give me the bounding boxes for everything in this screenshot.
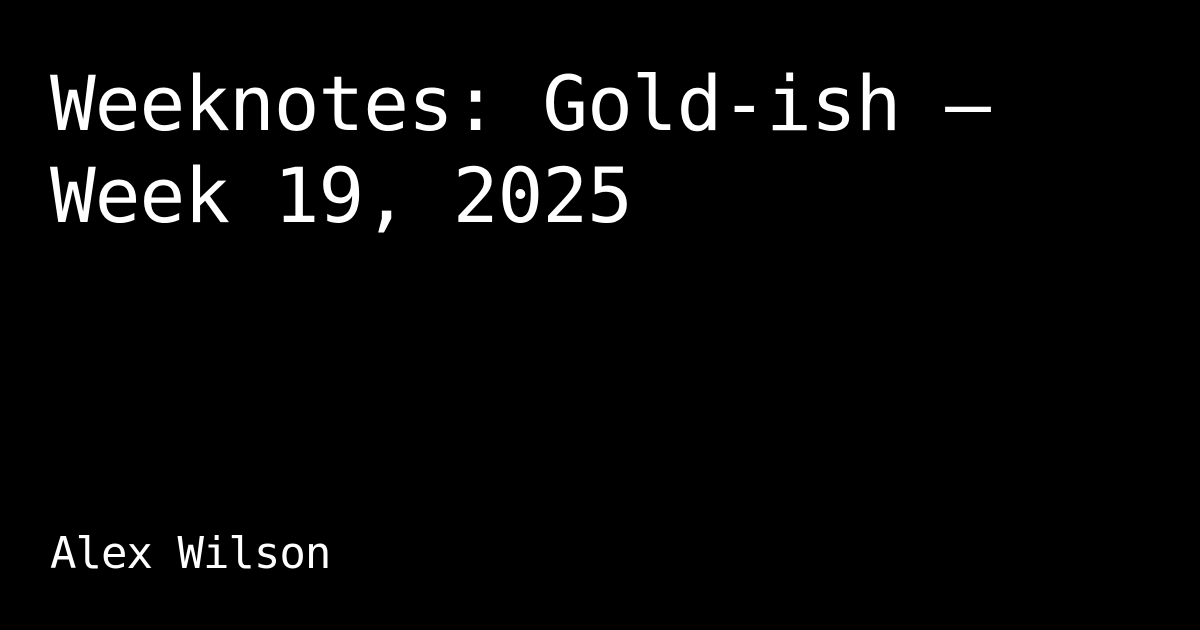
- post-title-line-1: Weeknotes: Gold-ish —: [50, 59, 990, 148]
- post-title: [50, 58, 1150, 242]
- post-title-line-2: Week 19, 2025: [50, 151, 632, 240]
- author-name: Alex Wilson: [50, 528, 331, 579]
